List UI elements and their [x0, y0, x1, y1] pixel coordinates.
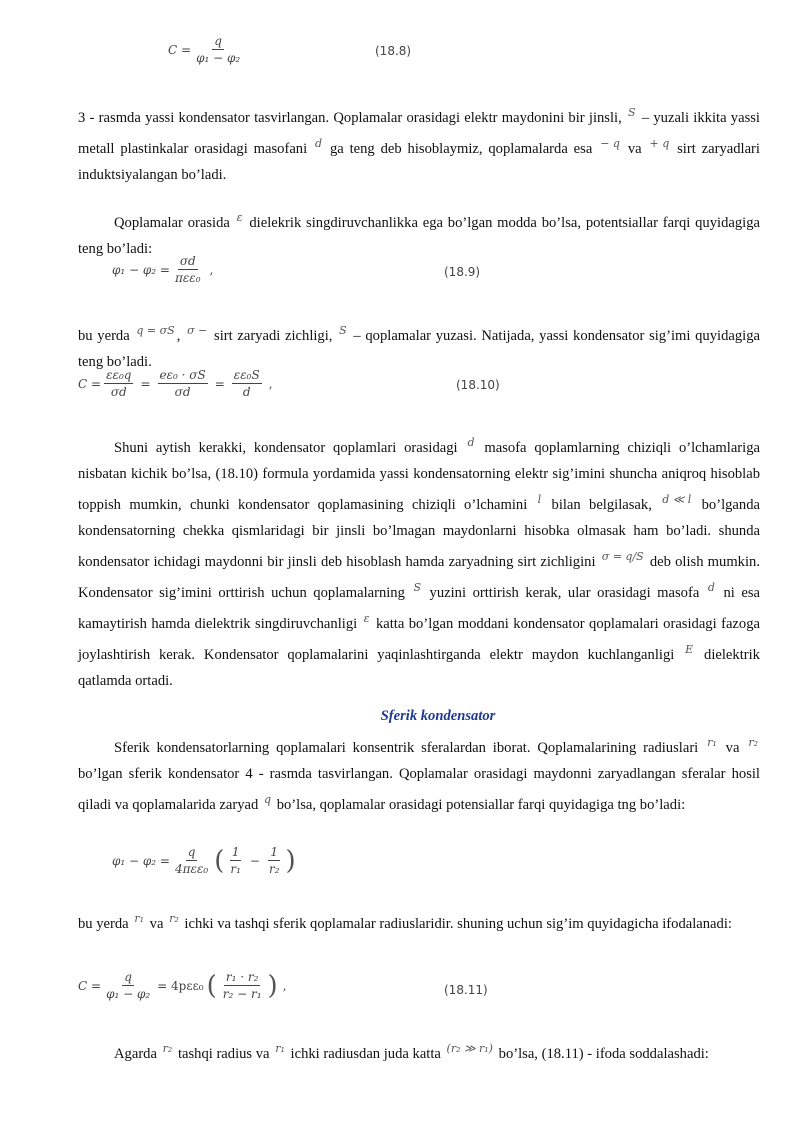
math-symbol: r₂ [169, 912, 179, 925]
fraction-numerator: eε₀ · σS [159, 368, 206, 382]
equation-trail: , [209, 262, 214, 277]
math-symbol: ε [236, 211, 243, 224]
math-symbol: + q [649, 137, 670, 150]
fraction-denominator: φ₁ − φ₂ [196, 51, 241, 65]
equation-18-8 [168, 34, 245, 65]
equation-18-11 [78, 970, 291, 1001]
fraction-denominator: φ₁ − φ₂ [106, 987, 151, 1001]
fraction-numerator: q [187, 845, 196, 859]
left-paren: ( [214, 845, 225, 876]
text: katta bo’lgan moddani kondensator qoplamalari orasidagi fazoga joylashtirish kerak. Kondensator qoplamalarini yaqinlashtirganda elektr maydon kuchlanganligi [78, 616, 760, 663]
text: va [149, 916, 164, 932]
fraction-denominator: 4πεε₀ [174, 862, 209, 876]
fraction-denominator: r₁ [230, 862, 241, 876]
text: Qoplamalar orasida [114, 215, 230, 231]
right-paren: ) [267, 970, 278, 1001]
equation-fraction [173, 845, 210, 876]
paragraph-flat-capacitor-intro [78, 100, 760, 188]
text: yuzini orttirish kerak, ular orasidagi masofa [429, 585, 700, 601]
equals-sign: = [140, 376, 151, 391]
fraction-inverse-r2 [267, 845, 282, 876]
equation-lhs: C = [168, 42, 192, 57]
equals-sign: = [214, 376, 225, 391]
fraction-denominator: d [242, 385, 251, 399]
fraction-denominator: r₂ − r₁ [222, 987, 262, 1001]
fraction-numerator: q [124, 970, 132, 984]
text: ga teng deb hisoblaymiz, qoplamalarda esa [329, 141, 593, 157]
math-symbol: l [537, 493, 542, 506]
equation-18-9 [112, 254, 217, 285]
text: tashqi radius va [177, 1046, 270, 1062]
text: ichki radiusdan juda katta [290, 1046, 441, 1062]
equation-18-10 [78, 368, 277, 399]
fraction-denominator: r₂ [268, 862, 280, 876]
text: dielekrik singdiruvchanlikka ega bo’lgan modda bo’lsa, potentsiallar farqi quyidagiga teng bo’ladi: [78, 215, 760, 257]
equation-trail: , [282, 978, 287, 993]
paragraph-spherical-intro [78, 730, 760, 818]
fraction-denominator: πεε₀ [174, 271, 201, 285]
math-symbol: σ − [187, 324, 208, 337]
equation-lhs: φ₁ − φ₂ = [112, 853, 170, 868]
text: va [725, 740, 740, 756]
text: bu yerda [78, 328, 130, 344]
equation-number-18-10: (18.10) [456, 378, 500, 392]
math-symbol: q [263, 793, 272, 806]
text: masofa qoplamlarning chiziqli o’lchamlariga nisbatan kichik bo’lsa, (18.10) formula yordamida yassi kondensatorning elektr sig’imini shuncha aniqroq hisoblab toppish mumkin, chunki kondensator qoplamasining chiziqli o’lchamini [78, 440, 760, 513]
equation-lhs: C = [78, 376, 102, 391]
text: Sferik kondensatorlarning qoplamalari konsentrik sferalardan iborat. Qoplamalarining radiuslari [114, 740, 699, 756]
equation-number-18-8: (18.8) [375, 44, 412, 58]
equation-trail: , [268, 376, 273, 391]
math-symbol: r₁ [275, 1042, 285, 1055]
equation-fraction-2 [158, 368, 208, 399]
math-symbol: − q [600, 137, 620, 150]
text: bu yerda [78, 916, 129, 932]
equation-fraction [104, 970, 152, 1001]
text: bo’lganda kondensatorning chekka qismlaridagi bir jinsli bo’lmagan maydonlarni hisobka olmasak ham bo’ladi. shunda kondensator ichidagi maydonni bir jinsli deb hisoblash hamda zaryadning sirt zichligini [78, 497, 760, 570]
equation-fraction [194, 34, 242, 65]
math-symbol: ε [363, 612, 370, 625]
math-symbol: σ = q/S [601, 550, 644, 563]
math-symbol: d [467, 436, 475, 449]
text: dielektrik qatlamda ortadi. [78, 647, 760, 689]
fraction-numerator: 1 [270, 845, 279, 859]
fraction-numerator: εε₀S [233, 368, 260, 382]
text: bo’lgan sferik kondensator 4 - rasmda tasvirlangan. Qoplamalar orasidagi maydonni zaryadlangan sferalar hosil qiladi va qoplamalarida zaryad [78, 766, 760, 813]
text: Shuni aytish kerakki, kondensator qoplamlari orasidagi [114, 440, 458, 456]
math-symbol: r₂ [162, 1042, 173, 1055]
text: sirt zaryadlari induktsiyalangan bo’ladi. [78, 141, 760, 183]
equation-middle: = 4pεε₀ [157, 978, 204, 993]
text: bilan belgilasak, [551, 497, 652, 513]
text: , [176, 328, 181, 344]
math-symbol: S [339, 324, 347, 337]
math-symbol: r₁ [707, 736, 717, 749]
fraction-inverse-r1 [228, 845, 243, 876]
math-symbol: q = σS [136, 324, 175, 337]
fraction-numerator: r₁ · r₂ [225, 970, 259, 984]
math-symbol: d ≪ l [662, 493, 692, 506]
text: 3 - rasmda yassi kondensator tasvirlangan. Qoplamalar orasidagi elektr maydonini bir jinsli, [78, 110, 622, 126]
equation-number-18-9: (18.9) [444, 265, 481, 279]
text: bo’lsa, qoplamalar orasidagi potensiallar farqi quyidagiga tng bo’ladi: [276, 797, 686, 813]
math-symbol: S [628, 106, 636, 119]
text: deb olish mumkin. Kondensator sig’imini orttirish uchun qoplamalarning [78, 554, 760, 601]
fraction-numerator: 1 [231, 845, 240, 859]
right-paren: ) [285, 845, 296, 876]
fraction-denominator: σd [174, 385, 191, 399]
equation-fraction-1 [104, 368, 133, 399]
section-heading-spherical-capacitor: Sferik kondensator [380, 708, 496, 724]
math-symbol: r₁ [134, 912, 144, 925]
text: ni esa kamaytirish hamda dielektrik singdiruvchanligi [78, 585, 760, 632]
fraction-numerator: σd [179, 254, 196, 268]
fraction-denominator: σd [110, 385, 127, 399]
equation-fraction [173, 254, 203, 285]
text: Agarda [114, 1046, 157, 1062]
paragraph-radii-explanation [78, 906, 760, 937]
text: – qoplamalar yuzasi. Natijada, yassi kondensator sig’imi quyidagiga teng bo’ladi. [78, 328, 760, 370]
math-symbol: r₂ [748, 736, 758, 749]
math-symbol: (r₂ ≫ r₁) [446, 1042, 493, 1055]
fraction-numerator: εε₀q [106, 368, 132, 382]
paragraph-simplification [78, 1036, 760, 1067]
paragraph-surface-density [78, 318, 760, 375]
equation-fraction-3 [232, 368, 262, 399]
text: sirt zaryadi zichligi, [214, 328, 333, 344]
math-symbol: d [707, 581, 715, 594]
text: va [627, 141, 642, 157]
text: bo’lsa, (18.11) - ifoda soddalashadi: [498, 1046, 709, 1062]
math-symbol: S [413, 581, 421, 594]
math-symbol: d [315, 137, 323, 150]
fraction-radii [221, 970, 264, 1001]
fraction-numerator: q [214, 34, 222, 48]
equation-lhs: C = [78, 978, 102, 993]
equation-lhs: φ₁ − φ₂ = [112, 262, 170, 277]
paragraph-accuracy-note [78, 430, 760, 694]
text: – yuzali ikkita yassi metall plastinkalar orasidagi masofani [78, 110, 760, 157]
equation-spherical-potential [112, 845, 297, 876]
text: ichki va tashqi sferik qoplamalar radiuslaridir. shuning uchun sig’im quyidagicha ifodalanadi: [184, 916, 732, 932]
left-paren: ( [206, 970, 217, 1001]
math-symbol: E [685, 643, 694, 656]
minus-sign: − [249, 853, 260, 868]
equation-number-18-11: (18.11) [444, 983, 488, 997]
